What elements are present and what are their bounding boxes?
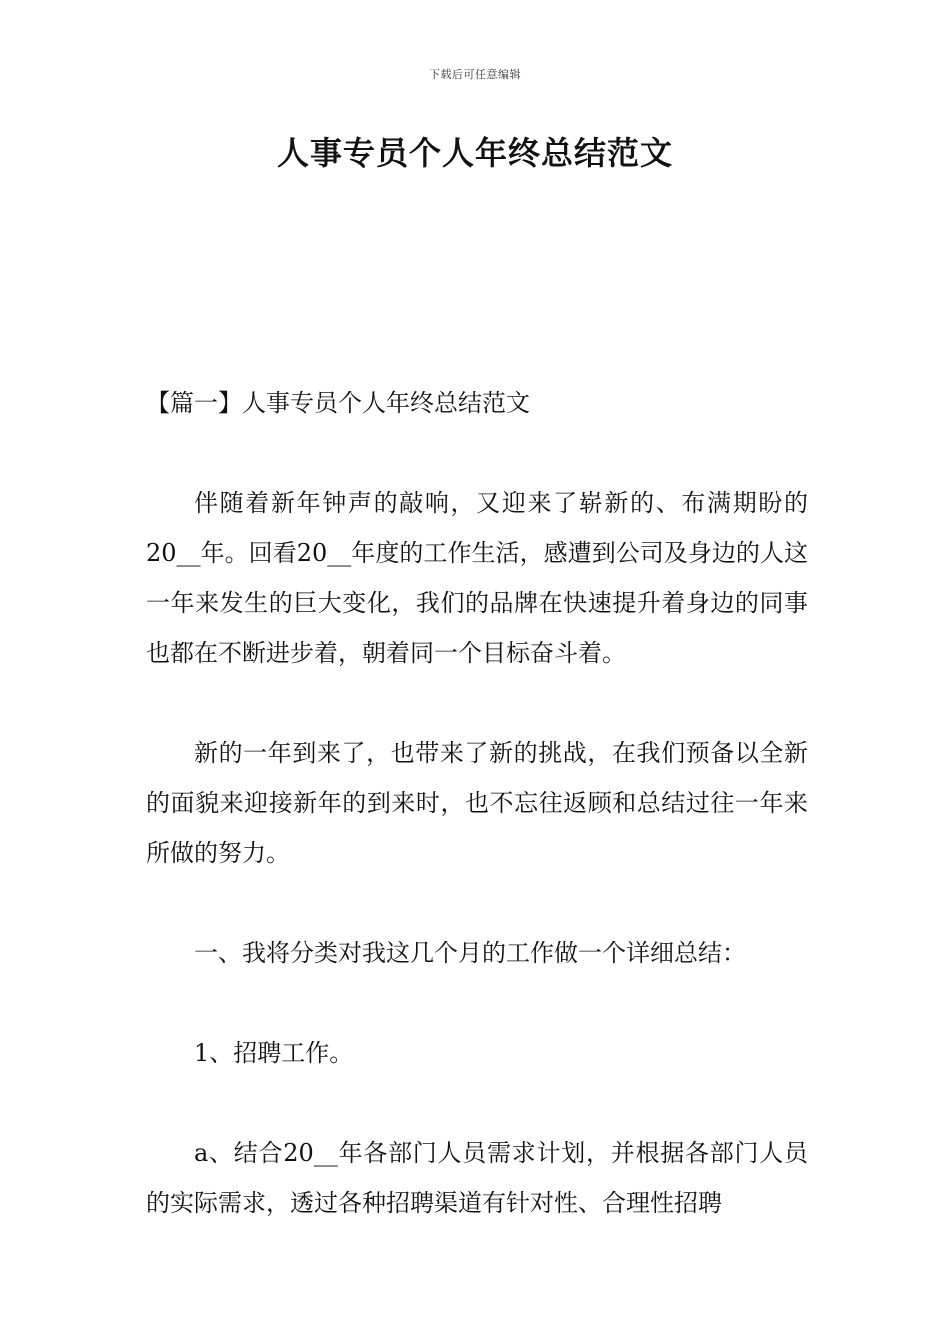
document-title: 人事专员个人年终总结范文 xyxy=(276,134,673,172)
header-note: 下载后可任意编辑 xyxy=(429,68,521,81)
paragraph-summary-heading: 一、我将分类对我这几个月的工作做一个详细总结： xyxy=(194,939,746,967)
section-heading: 【篇一】人事专员个人年终总结范文 xyxy=(146,389,530,417)
paragraph-recruitment-heading: 1、招聘工作。 xyxy=(194,1039,354,1067)
paragraph-intro: 伴随着新年钟声的敲响，又迎来了崭新的、布满期盼的20__年。回看20__年度的工作生活，感遭到公司及身边的人这一年来发生的巨大变化，我们的品牌在快速提升着身边的同事也都在不断进步着，朝着同一个目标奋斗着。 xyxy=(146,489,808,667)
paragraph-recruitment-detail: a、结合20__年各部门人员需求计划，并根据各部门人员的实际需求，透过各种招聘渠道有针对性、合理性招聘 xyxy=(146,1139,808,1217)
document-body xyxy=(146,378,808,1278)
paragraph-new-year: 新的一年到来了，也带来了新的挑战，在我们预备以全新的面貌来迎接新年的到来时，也不忘往返顾和总结过往一年来所做的努力。 xyxy=(146,739,808,867)
